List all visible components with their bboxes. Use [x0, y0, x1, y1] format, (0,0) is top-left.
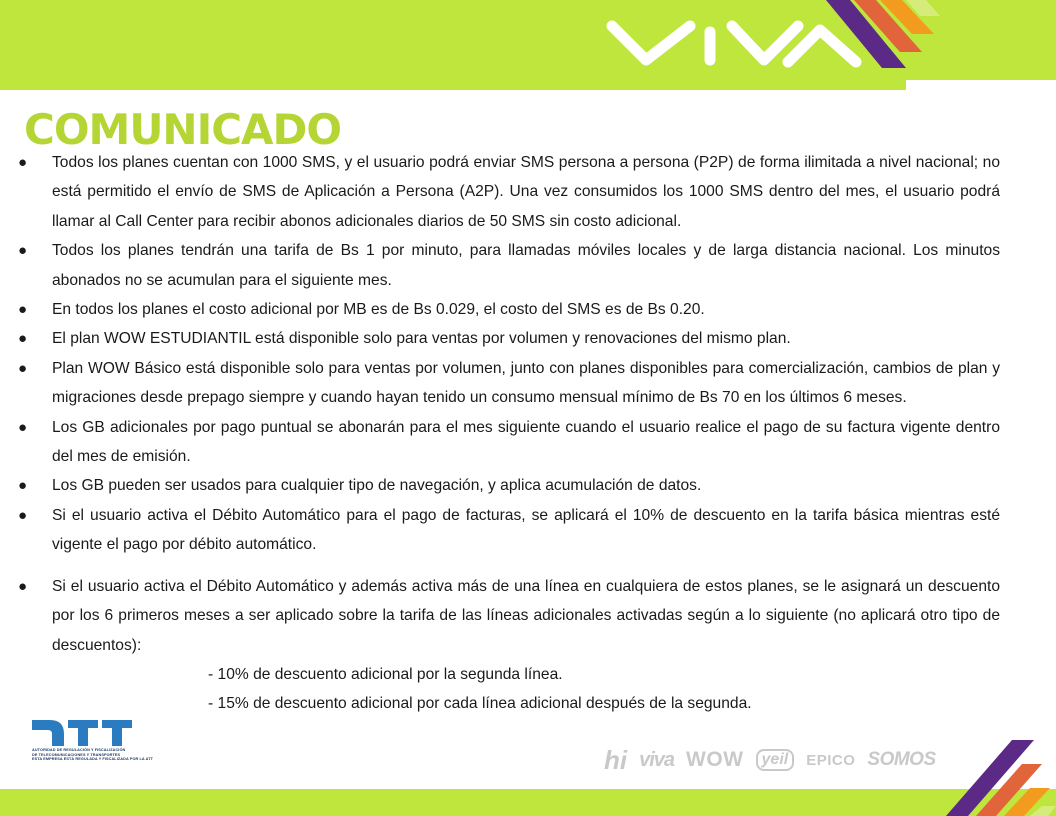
list-item-text: Plan WOW Básico está disponible solo para ventas por volumen, junto con planes disponibles para comercialización, cambios de plan y migraciones desde prepago siempre y cuando hayan tenido un consumo mensual mínimo de Bs 70 en los últimos 6 meses. — [52, 359, 1000, 407]
page-title: COMUNICADO — [24, 105, 342, 154]
list-item-text: En todos los planes el costo adicional por MB es de Bs 0.029, el costo del SMS es de Bs 0.20. — [52, 301, 705, 319]
list-item-text: Si el usuario activa el Débito Automático y además activa más de una línea en cualquiera de estos planes, se le asignará un descuento por los 6 primeros meses a ser aplicado sobre la tarifa de las líneas adicionales activadas según a lo siguiente (no aplicará otro tipo de descuentos): — [52, 577, 1000, 654]
footer-stripes — [930, 732, 1056, 816]
list-item-text: Todos los planes tendrán una tarifa de Bs 1 por minuto, para llamadas móviles locales y de larga distancia nacional. Los minutos abonados no se acumulan para el siguiente mes. — [52, 242, 1000, 289]
att-caption-line2: DE TELECOMUNICACIONES Y TRANSPORTES — [32, 752, 121, 757]
brand-logos — [604, 744, 974, 776]
list-item-text: Los GB adicionales por pago puntual se abonarán para el mes siguiente cuando el usuario realice el pago de su factura vigente dentro del mes de emisión. — [52, 418, 1000, 466]
announcement-body — [18, 148, 1000, 719]
bullet-icon: ● — [18, 418, 28, 436]
stripe-lime — [1030, 806, 1056, 816]
list-item — [18, 572, 1000, 660]
footer-band — [0, 789, 1056, 816]
list-item — [18, 236, 1000, 295]
list-item-text: El plan WOW ESTUDIANTIL está disponible solo para ventas por volumen y renovaciones del mismo plan. — [52, 330, 791, 348]
bullet-icon: ● — [18, 242, 28, 260]
att-regulator-logo — [30, 718, 162, 774]
bullet-icon: ● — [18, 301, 28, 319]
att-caption-line1: AUTORIDAD DE REGULACIÓN Y FISCALIZACIÓN — [32, 748, 126, 752]
brand-hi-logo: hi — [604, 744, 628, 775]
att-logo-icon — [30, 718, 134, 746]
bullet-icon: ● — [18, 506, 28, 524]
brand-somos-logo: SOMOS — [867, 749, 936, 770]
bullet-icon: ● — [18, 477, 28, 495]
list-item-text: Si el usuario activa el Débito Automático para el pago de facturas, se aplicará el 10% de descuento en la tarifa básica mientras esté vigente el pago por débito automático. — [52, 506, 1000, 554]
att-caption-line3: ESTA EMPRESA ESTÁ REGULADA Y FISCALIZADA POR LA ATT — [32, 757, 154, 762]
list-item-text: Todos los planes cuentan con 1000 SMS, y el usuario podrá enviar SMS persona a persona (P2P) de forma ilimitada a nivel nacional; no está permitido el envío de SMS de Aplicación a Persona (A2P). Una vez consumidos los 1000 SMS dentro del mes, el usuario podrá llamar al Call Center para recibir abonos adicionales diarios de 50 SMS sin costo adicional. — [52, 154, 1000, 230]
bullet-icon: ● — [18, 577, 28, 595]
list-item — [18, 295, 1000, 324]
sub-item: - 10% de descuento adicional por la segunda línea. — [208, 665, 563, 683]
brand-wow-logo: WOW — [686, 748, 744, 771]
bullet-icon: ● — [18, 330, 28, 348]
bullet-icon: ● — [18, 154, 28, 171]
list-item — [18, 324, 1000, 353]
bullet-icon: ● — [18, 359, 28, 377]
list-item — [18, 471, 1000, 500]
att-caption — [32, 748, 162, 762]
brand-yeil-logo: yeil — [756, 749, 795, 771]
list-item — [18, 148, 1000, 236]
list-item — [18, 354, 1000, 413]
list-item — [18, 413, 1000, 472]
brand-viva-logo: viva — [639, 748, 675, 771]
viva-logo — [598, 8, 868, 78]
brand-epico-logo: EPICO — [806, 751, 856, 769]
list-item-text: Los GB pueden ser usados para cualquier tipo de navegación, y aplica acumulación de datos. — [52, 477, 702, 495]
list-item — [18, 501, 1000, 560]
sub-item: - 15% de descuento adicional por cada línea adicional después de la segunda. — [208, 695, 752, 713]
